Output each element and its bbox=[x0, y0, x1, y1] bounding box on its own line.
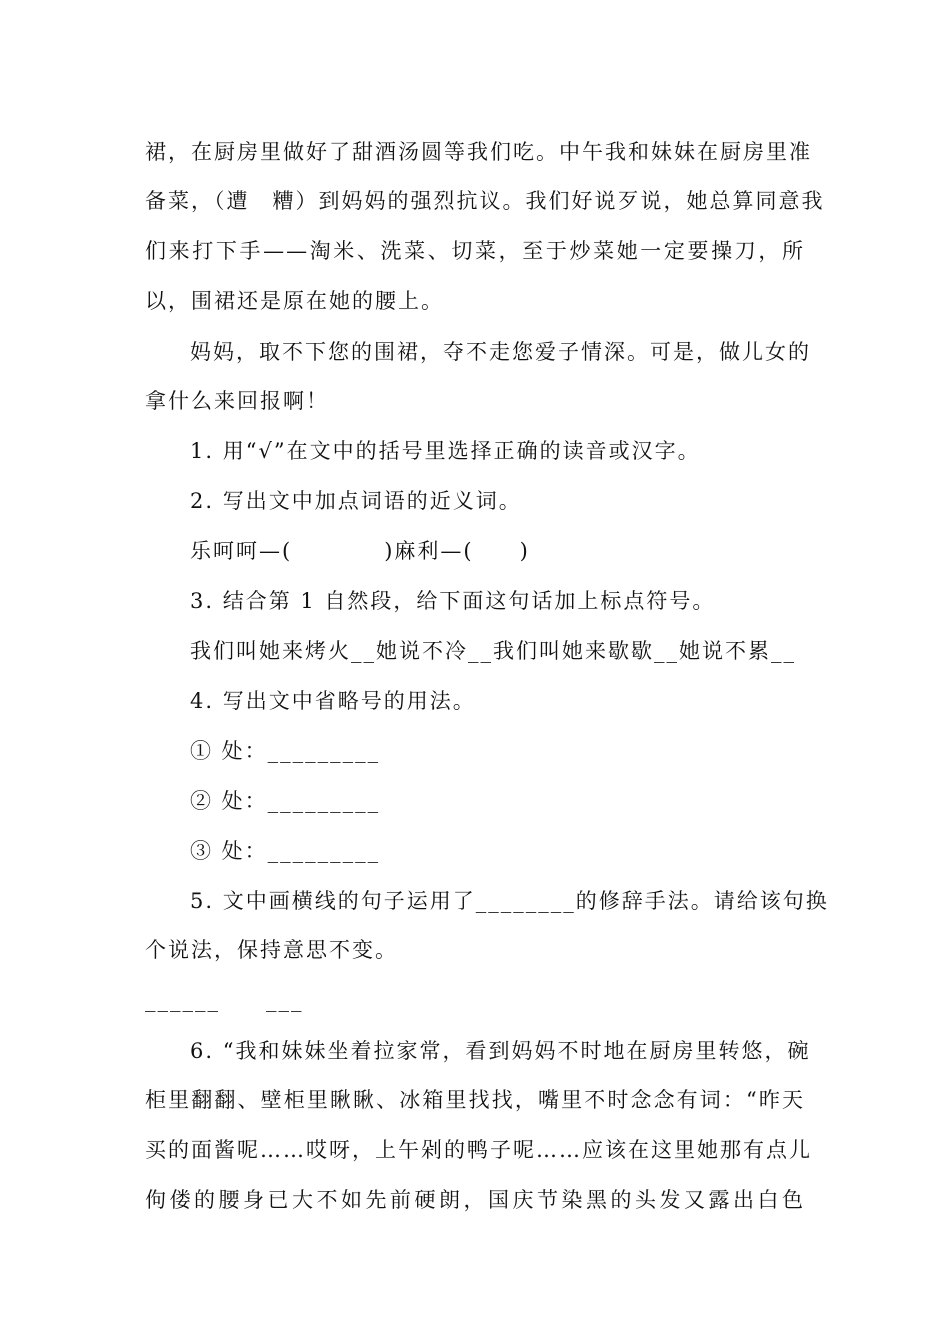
paragraph-2-line-1: 妈妈，取不下您的围裙，夺不走您爱子情深。可是，做儿女的 bbox=[190, 340, 811, 364]
question-2-answer: 乐呵呵—( )麻利—( ) bbox=[190, 539, 530, 563]
paragraph-1-line-1: 裙，在厨房里做好了甜酒汤圆等我们吃。中午我和妹妹在厨房里准 bbox=[145, 140, 812, 164]
question-5-answer: ______ ___ bbox=[145, 988, 304, 1012]
question-5-line-1: 5. 文中画横线的句子运用了________的修辞手法。请给该句换 bbox=[190, 889, 829, 913]
paragraph-1-line-2: 备菜，（遭 糟）到妈妈的强烈抗议。我们好说歹说，她总算同意我 bbox=[145, 189, 825, 213]
question-2: 2. 写出文中加点词语的近义词。 bbox=[190, 489, 522, 513]
question-4-blank-1: ① 处：_________ bbox=[190, 739, 381, 763]
question-3-sentence: 我们叫她来烤火__她说不冷__我们叫她来歇歇__她说不累__ bbox=[190, 639, 796, 663]
question-6-line-3: 买的面酱呢……哎呀，上午剁的鸭子呢……应该在这里她那有点儿 bbox=[145, 1138, 812, 1162]
paragraph-2-line-2: 拿什么来回报啊！ bbox=[145, 389, 329, 413]
paragraph-1-line-3: 们来打下手——淘米、洗菜、切菜，至于炒菜她一定要操刀，所 bbox=[145, 239, 805, 263]
question-6-line-2: 柜里翻翻、壁柜里瞅瞅、冰箱里找找，嘴里不时念念有词：“昨天 bbox=[145, 1088, 805, 1112]
question-1: 1. 用“√”在文中的括号里选择正确的读音或汉字。 bbox=[190, 439, 701, 463]
question-4-blank-2: ② 处：_________ bbox=[190, 789, 381, 813]
question-6-line-1: 6. “我和妹妹坐着拉家常，看到妈妈不时地在厨房里转悠，碗 bbox=[190, 1039, 811, 1063]
question-6-line-4: 佝偻的腰身已大不如先前硬朗，国庆节染黑的头发又露出白色 bbox=[145, 1188, 805, 1212]
question-5-line-2: 个说法，保持意思不变。 bbox=[145, 938, 398, 962]
question-4-blank-3: ③ 处：_________ bbox=[190, 839, 381, 863]
question-4: 4. 写出文中省略号的用法。 bbox=[190, 689, 476, 713]
question-3: 3. 结合第 1 自然段，给下面这句话加上标点符号。 bbox=[190, 589, 716, 613]
paragraph-1-line-4: 以，围裙还是原在她的腰上。 bbox=[145, 289, 444, 313]
